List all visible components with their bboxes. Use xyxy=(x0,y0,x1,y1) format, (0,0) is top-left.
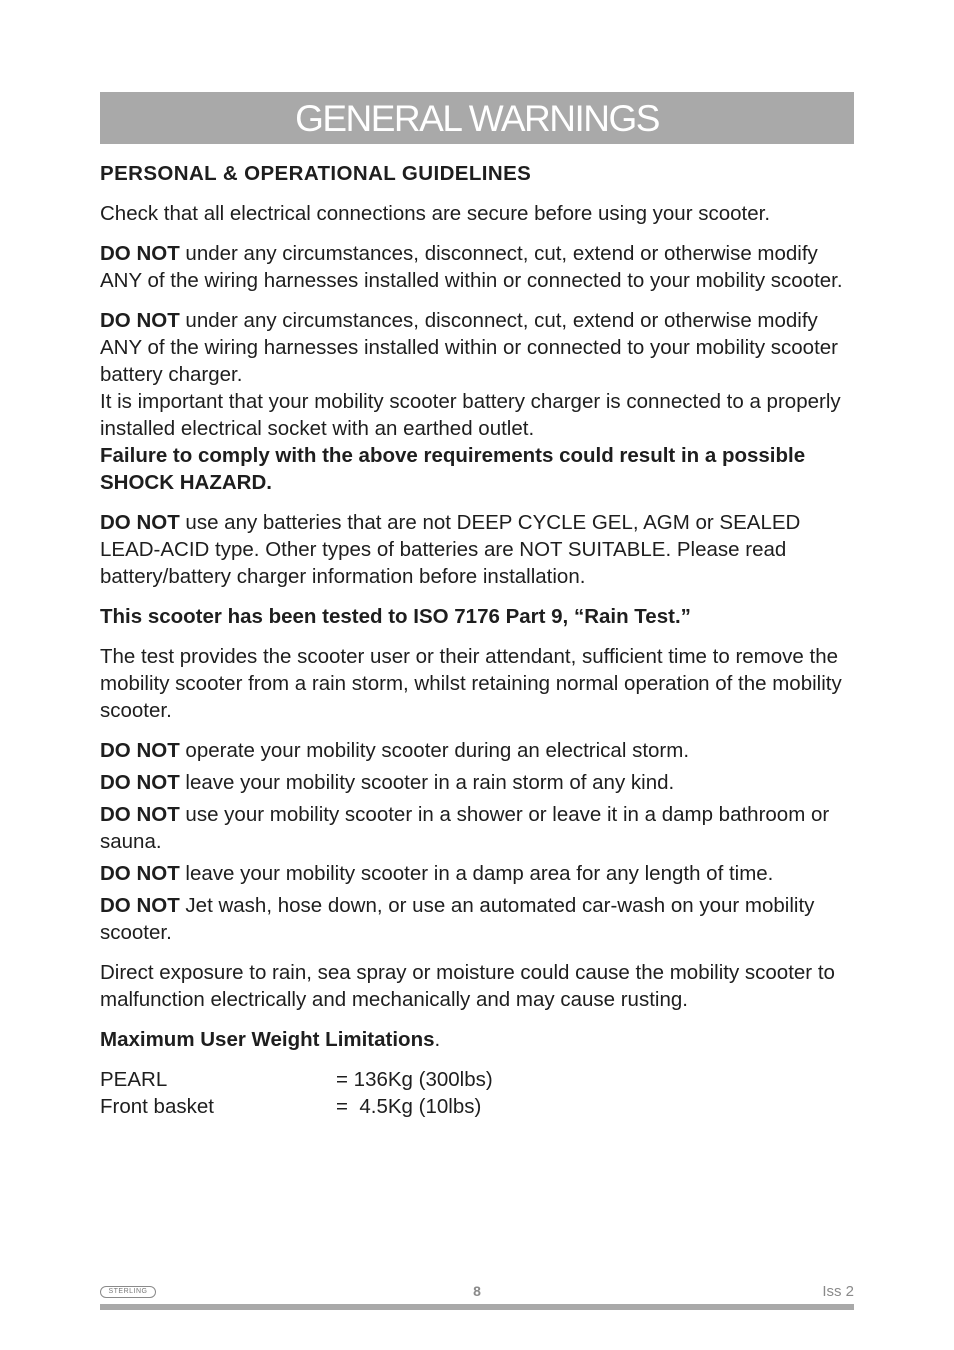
paragraph-text: use your mobility scooter in a shower or leave it in a damp bathroom or sauna. xyxy=(100,803,830,853)
paragraph-shower xyxy=(100,801,860,855)
footer-divider xyxy=(100,1304,854,1310)
paragraph-wiring-scooter xyxy=(100,240,860,294)
paragraph-exposure: Direct exposure to rain, sea spray or moisture could cause the mobility scooter to malfunction electrically and mechanically and may cause rusting. xyxy=(100,961,835,1011)
paragraph-text: operate your mobility scooter during an electrical storm. xyxy=(179,739,690,762)
paragraph-text: leave your mobility scooter in a rain storm of any kind. xyxy=(179,771,675,794)
paragraph-text: Jet wash, hose down, or use an automated car-wash on your mobility scooter. xyxy=(100,894,815,944)
page-number: 8 xyxy=(473,1283,481,1299)
do-not-label: DO NOT xyxy=(100,511,180,534)
do-not-label: DO NOT xyxy=(100,739,180,762)
table-row xyxy=(100,1066,493,1093)
paragraph-connections: Check that all electrical connections are secure before using your scooter. xyxy=(100,202,771,225)
paragraph-rain-test: The test provides the scooter user or their attendant, sufficient time to remove the mobility scooter from a rain storm, whilst retaining normal operation of the mobility scooter. xyxy=(100,645,842,722)
page-title: GENERAL WARNINGS xyxy=(295,97,659,139)
section-heading: PERSONAL & OPERATIONAL GUIDELINES xyxy=(100,162,532,185)
weight-heading: Maximum User Weight Limitations. xyxy=(100,1028,441,1051)
paragraph-wiring-charger xyxy=(100,307,860,388)
do-not-label: DO NOT xyxy=(100,309,180,332)
table-row xyxy=(100,1093,493,1120)
paragraph-jet-wash xyxy=(100,892,860,946)
weight-item-name: Front basket xyxy=(100,1095,214,1118)
paragraph-earthed-socket: It is important that your mobility scooter battery charger is connected to a properly installed electrical socket with an earthed outlet. xyxy=(100,390,841,440)
weight-limits-table xyxy=(100,1066,493,1120)
do-not-label: DO NOT xyxy=(100,862,180,885)
paragraph-batteries xyxy=(100,509,860,590)
paragraph-text: leave your mobility scooter in a damp area for any length of time. xyxy=(179,862,774,885)
paragraph-text: under any circumstances, disconnect, cut, extend or otherwise modify ANY of the wiring harnesses installed within or connected to your mobility scooter. xyxy=(100,242,843,292)
do-not-label: DO NOT xyxy=(100,771,180,794)
paragraph-text: use any batteries that are not DEEP CYCLE GEL, AGM or SEALED LEAD-ACID type. Other types of batteries are NOT SUITABLE. Please read battery/battery charger information before installation. xyxy=(100,511,801,588)
paragraph-text: under any circumstances, disconnect, cut, extend or otherwise modify ANY of the wiring harnesses installed within or connected to your mobility scooter battery charger. xyxy=(100,309,838,386)
paragraph-electrical-storm xyxy=(100,737,860,764)
shock-hazard-warning: Failure to comply with the above requirements could result in a possible SHOCK HAZARD. xyxy=(100,444,806,494)
paragraph-rain-storm xyxy=(100,769,860,796)
weight-item-value: = 4.5Kg (10lbs) xyxy=(336,1095,482,1118)
weight-item-name: PEARL xyxy=(100,1068,168,1091)
page-footer xyxy=(100,1280,854,1310)
document-body xyxy=(100,160,860,1120)
do-not-label: DO NOT xyxy=(100,242,180,265)
do-not-label: DO NOT xyxy=(100,894,180,917)
paragraph-damp-area xyxy=(100,860,860,887)
rain-test-statement: This scooter has been tested to ISO 7176 Part 9, “Rain Test.” xyxy=(100,605,691,628)
do-not-label: DO NOT xyxy=(100,803,180,826)
weight-item-value: = 136Kg (300lbs) xyxy=(336,1068,493,1091)
sterling-logo: STERLING xyxy=(100,1286,156,1298)
title-banner xyxy=(100,92,854,144)
issue-label: Iss 2 xyxy=(822,1283,854,1300)
